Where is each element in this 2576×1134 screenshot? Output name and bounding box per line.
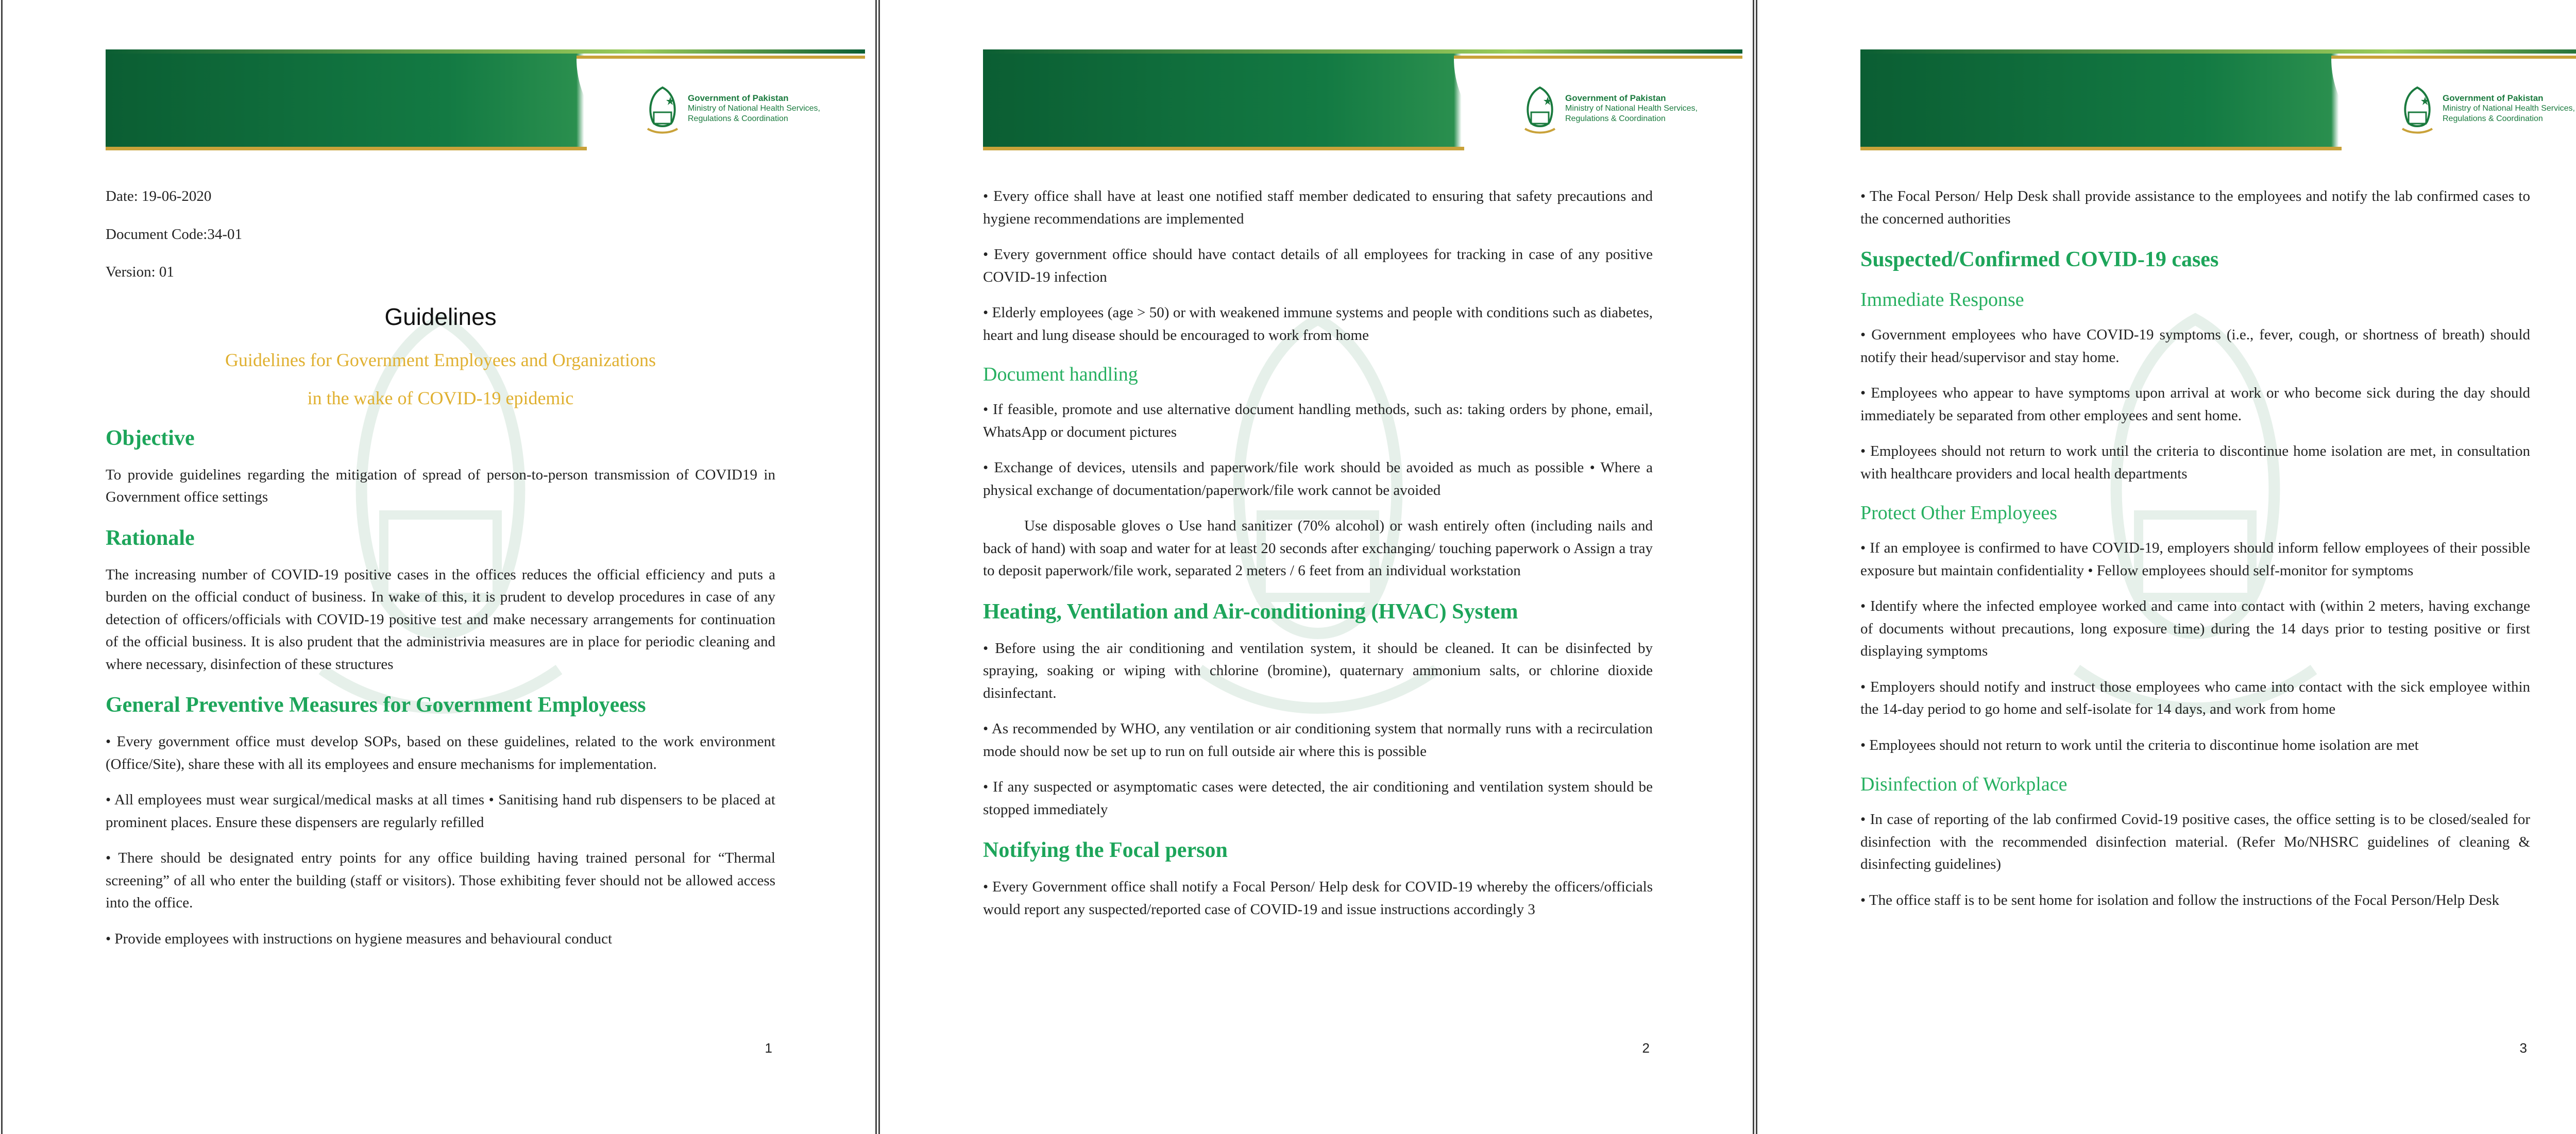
- banner-gold-line: [1860, 147, 2342, 150]
- list-item: • If feasible, promote and use alternative document handling methods, such as: taking orders by phone, email, WhatsApp or document pictures: [983, 401, 1653, 440]
- ministry-name: [1565, 93, 1727, 124]
- focal-person-heading: Notifying the Focal person: [983, 838, 1228, 862]
- hvac-heading: Heating, Ventilation and Air-conditioning (HVAC) System: [983, 599, 1518, 624]
- rationale-heading: Rationale: [106, 526, 195, 550]
- document-page-1: [1, 0, 877, 1134]
- page-3-content: [1860, 185, 2530, 925]
- list-item: • If any suspected or asymptomatic cases were detected, the air conditioning and ventilation system should be stopped immediately: [983, 779, 1653, 818]
- disinfection-heading: Disinfection of Workplace: [1860, 774, 2067, 795]
- page-number: 2: [1642, 1040, 1650, 1056]
- objective-paragraph: To provide guidelines regarding the mitigation of spread of person-to-person transmission of COVID19 in Government office settings: [106, 466, 775, 505]
- list-item: • Exchange of devices, utensils and paperwork/file work should be avoided as much as possible • Where a physical exchange of documentation/paperwork/file work cannot be avoided: [983, 459, 1653, 499]
- gov-line-1: Government of Pakistan: [688, 93, 789, 103]
- list-item: • Elderly employees (age > 50) or with weakened immune systems and people with conditions such as diabetes, heart and lung disease should be encouraged to work from home: [983, 304, 1653, 343]
- banner-gold-line: [106, 147, 587, 150]
- suspected-cases-heading: Suspected/Confirmed COVID-19 cases: [1860, 248, 2219, 271]
- state-emblem-icon: [640, 84, 685, 136]
- subtitle-line-2: in the wake of COVID-19 epidemic: [307, 387, 574, 408]
- list-item: • Employers should notify and instruct those employees who came into contact with the sick employee within the 14-day period to go home and self-isolate for 14 days, and work from home: [1860, 678, 2530, 717]
- gov-line-3: Regulations & Coordination: [1565, 114, 1666, 124]
- objective-heading: Objective: [106, 426, 195, 450]
- list-item: • Employees who appear to have symptoms upon arrival at work or who become sick during the day should immediately be separated from other employees and sent home.: [1860, 385, 2530, 424]
- protect-employees-heading: Protect Other Employees: [1860, 502, 2058, 524]
- page-2-content: [983, 185, 1653, 934]
- page-title: Guidelines: [384, 303, 497, 330]
- document-page-2: [878, 0, 1754, 1134]
- list-item: • Before using the air conditioning and ventilation system, it should be cleaned. It can be disinfected by spraying, soaking or wiping with chlorine (bromine), quaternary ammonium salts, or chlorine dioxide disinfectant.: [983, 640, 1653, 701]
- gov-line-2: Ministry of National Health Services,: [2443, 104, 2575, 113]
- banner-gold-line: [983, 147, 1464, 150]
- gov-line-1: Government of Pakistan: [2443, 93, 2544, 103]
- rationale-paragraph: The increasing number of COVID-19 positive cases in the offices reduces the official efficiency and puts a burden on the official conduct of business. In wake of this, it is prudent to develop procedures in case of any detection of officers/officials with COVID-19 positive test and make necessary arrangements for continuation of the official business. It is also prudent that the administrivia measures are in place for periodic cleaning and where necessary, disinfection of these structures: [106, 566, 775, 673]
- page-number: 3: [2519, 1040, 2527, 1056]
- list-item: • The Focal Person/ Help Desk shall provide assistance to the employees and notify the lab confirmed cases to the concerned authorities: [1860, 188, 2530, 227]
- list-item: • Employees should not return to work until the criteria to discontinue home isolation are met: [1860, 736, 2419, 753]
- list-item: • If an employee is confirmed to have COVID-19, employers should inform fellow employees of their possible exposure but maintain confidentiality • Fellow employees should self-monitor for symptoms: [1860, 540, 2530, 579]
- doc-version: Version: 01: [106, 264, 174, 280]
- general-measures-heading: General Preventive Measures for Government Employeess: [106, 693, 646, 717]
- list-item: • There should be designated entry points for any office building having trained personal for “Thermal screening” of all who enter the building (staff or visitors). Those exhibiting fever should not be allowed access into the office.: [106, 850, 775, 911]
- list-item: Use disposable gloves o Use hand sanitizer (70% alcohol) or wash entirely often (including nails and back of hand) with soap and water for at least 20 seconds after exchanging/ touching paperwork o Assign a tray to deposit paperwork/file work, separated 2 meters / 6 feet from an individual workstation: [983, 518, 1653, 579]
- state-emblem-icon: [2395, 84, 2439, 136]
- header-banner: [106, 49, 865, 150]
- list-item: • Provide employees with instructions on hygiene measures and behavioural conduct: [106, 930, 613, 947]
- gov-line-2: Ministry of National Health Services,: [1565, 104, 1698, 113]
- list-item: • Employees should not return to work until the criteria to discontinue home isolation are met, in consultation with healthcare providers and local health departments: [1860, 443, 2530, 482]
- subtitle-line-1: Guidelines for Government Employees and Organizations: [225, 349, 656, 370]
- immediate-response-heading: Immediate Response: [1860, 289, 2024, 311]
- ministry-name: [688, 93, 850, 124]
- list-item: • Every government office must develop SOPs, based on these guidelines, related to the work environment (Office/Site), share these with all its employees and ensure mechanisms for implementation.: [106, 733, 775, 772]
- header-banner: [1860, 49, 2576, 150]
- list-item: • Government employees who have COVID-19 symptoms (i.e., fever, cough, or shortness of breath) should notify their head/supervisor and stay home.: [1860, 327, 2530, 366]
- doc-code: Document Code:34-01: [106, 226, 242, 243]
- list-item: • In case of reporting of the lab confirmed Covid-19 positive cases, the office setting is to be closed/sealed for disinfection with the recommended disinfection material. (Refer Mo/NHSRC guidelines of cleaning & disinfecting guidelines): [1860, 811, 2530, 872]
- list-item: • Every office shall have at least one notified staff member dedicated to ensuring that safety precautions and hygiene recommendations are implemented: [983, 188, 1653, 227]
- list-item: • As recommended by WHO, any ventilation or air conditioning system that normally runs with a recirculation mode should now be set up to run on full outside air where this is possible: [983, 720, 1653, 760]
- list-item: • Every Government office shall notify a Focal Person/ Help desk for COVID-19 whereby the officers/officials would report any suspected/reported case of COVID-19 and issue instructions accordingly 3: [983, 879, 1653, 918]
- gov-line-3: Regulations & Coordination: [688, 114, 788, 124]
- gov-line-2: Ministry of National Health Services,: [688, 104, 820, 113]
- list-item: • The office staff is to be sent home for isolation and follow the instructions of the Focal Person/Help Desk: [1860, 891, 2500, 908]
- doc-date: Date: 19-06-2020: [106, 188, 212, 204]
- ministry-name: [2443, 93, 2576, 124]
- list-item: • Every government office should have contact details of all employees for tracking in case of any positive COVID-19 infection: [983, 246, 1653, 285]
- page-number: 1: [765, 1040, 772, 1056]
- header-banner: [983, 49, 1742, 150]
- gov-line-1: Government of Pakistan: [1565, 93, 1666, 103]
- list-item: • All employees must wear surgical/medical masks at all times • Sanitising hand rub dispensers to be placed at prominent places. Ensure these dispensers are regularly refilled: [106, 792, 775, 831]
- list-item: • Identify where the infected employee worked and came into contact with (within 2 meters, having exchange of documents without precautions, long exposure time) during the 14 days prior to testing positive or first displaying symptoms: [1860, 598, 2530, 659]
- document-page-3: [1756, 0, 2576, 1134]
- state-emblem-icon: [1518, 84, 1562, 136]
- page-1-content: [106, 185, 775, 964]
- document-handling-heading: Document handling: [983, 364, 1138, 385]
- gov-line-3: Regulations & Coordination: [2443, 114, 2543, 124]
